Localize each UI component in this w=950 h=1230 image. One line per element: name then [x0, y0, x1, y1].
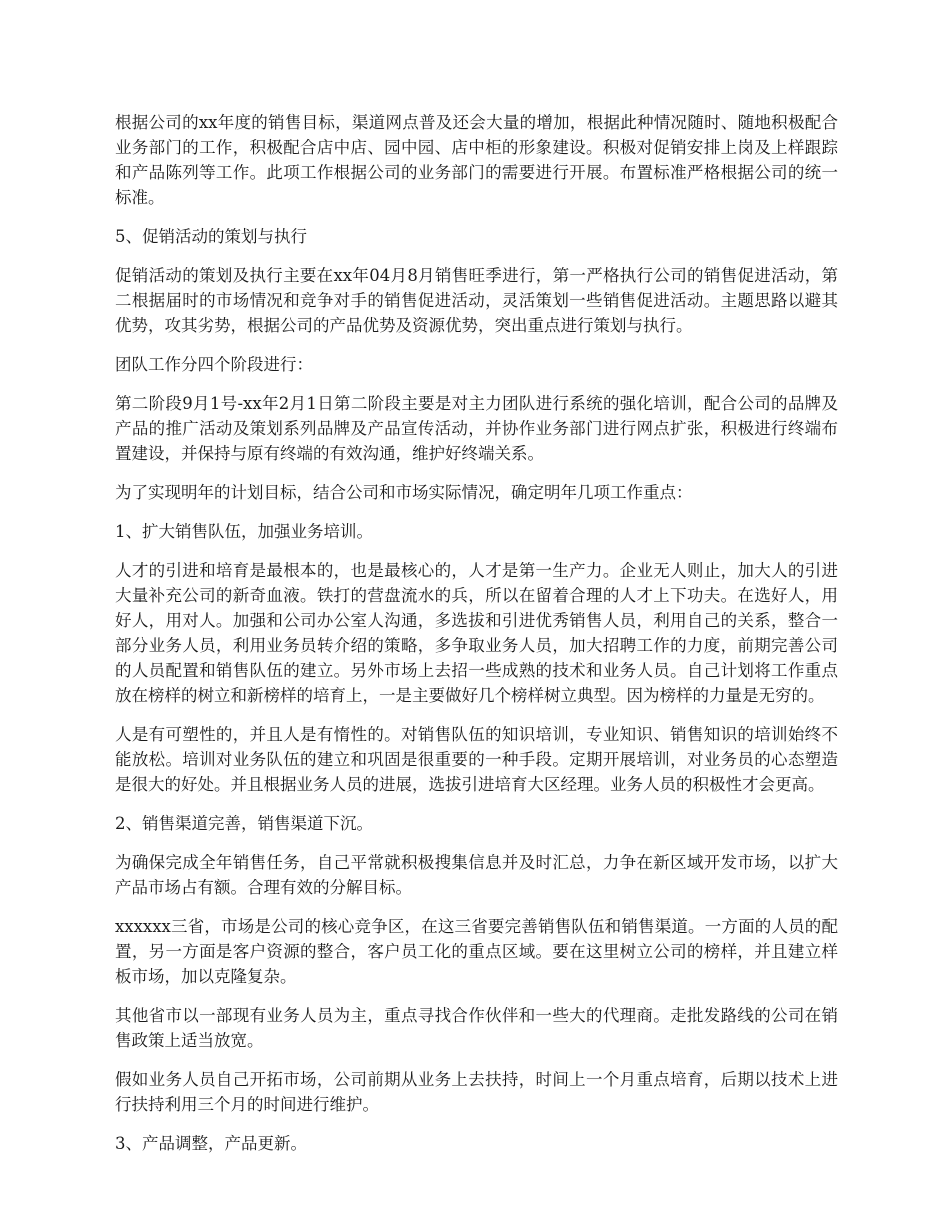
heading-promotion-planning: 5、促销活动的策划与执行 [115, 227, 307, 246]
heading-team-stages: 团队工作分四个阶段进行： [115, 355, 313, 374]
paragraph-talent-recruitment: 人才的引进和培育是最根本的，也是最核心的，人才是第一生产力。企业无人则止，加大人的引进大量补充公司的新奇血液。铁打的营盘流水的兵，所以在留着合理的人才上下功夫。在选好人，用好人，用对人。加强和公司办公室人沟通，多选拔和引进优秀销售人员，利用自己的关系，整合一部分业务人员，利用业务员转介绍的策略，多争取业务人员，加大招聘工作的力度，前期完善公司的人员配置和销售队伍的建立。另外市场上去招一些成熟的技术和业务人员。自己计划将工作重点放在榜样的树立和新榜样的培育上，一是主要做好几个榜样树立典型。因为榜样的力量是无穷的。 [115, 561, 838, 705]
paragraph-self-developed-market: 假如业务人员自己开拓市场，公司前期从业务上去扶持，时间上一个月重点培育，后期以技术上进行扶持利用三个月的时间进行维护。 [115, 1070, 838, 1114]
paragraph-other-provinces: 其他省市以一部现有业务人员为主，重点寻找合作伙伴和一些大的代理商。走批发路线的公司在销售政策上适当放宽。 [115, 1006, 838, 1050]
heading-product-adjustment: 3、产品调整，产品更新。 [115, 1134, 307, 1153]
paragraph-stage-two: 第二阶段9月1号-xx年2月1日第二阶段主要是对主力团队进行系统的强化培训，配合公司的品牌及产品的推广活动及策划系列品牌及产品宣传活动，并协作业务部门进行网点扩张，积极进行终端布置建设，并保持与原有终端的有效沟通，维护好终端关系。 [115, 394, 838, 463]
paragraph-annual-target: 根据公司的xx年度的销售目标，渠道网点普及还会大量的增加，根据此种情况随时、随地积极配合业务部门的工作，积极配合店中店、园中园、店中柜的形象建设。积极对促销安排上岗及上样跟踪和产品陈列等工作。此项工作根据公司的业务部门的需要进行开展。布置标准严格根据公司的统一标准。 [115, 113, 838, 207]
heading-expand-sales-team: 1、扩大销售队伍，加强业务培训。 [115, 522, 373, 541]
paragraph-promotion-execution: 促销活动的策划及执行主要在xx年04月8月销售旺季进行，第一严格执行公司的销售促进活动，第二根据届时的市场情况和竞争对手的销售促进活动，灵活策划一些销售促进活动。主题思路以避其优势，攻其劣势，根据公司的产品优势及资源优势，突出重点进行策划与执行。 [115, 266, 838, 335]
heading-work-priorities: 为了实现明年的计划目标，结合公司和市场实际情况，确定明年几项工作重点： [115, 483, 693, 502]
heading-sales-channels: 2、销售渠道完善，销售渠道下沉。 [115, 814, 373, 833]
paragraph-training: 人是有可塑性的，并且人是有惰性的。对销售队伍的知识培训，专业知识、销售知识的培训始终不能放松。培训对业务队伍的建立和巩固是很重要的一种手段。定期开展培训，对业务员的心态塑造是很大的好处。并且根据业务人员的进展，选拔引进培育大区经理。业务人员的积极性才会更高。 [115, 725, 838, 794]
paragraph-core-provinces: xxxxxx三省，市场是公司的核心竞争区，在这三省要完善销售队伍和销售渠道。一方面的人员的配置，另一方面是客户资源的整合，客户员工化的重点区域。要在这里树立公司的榜样，并且建立样板市场，加以克隆复杂。 [115, 917, 838, 986]
paragraph-market-expansion: 为确保完成全年销售任务，自己平常就积极搜集信息并及时汇总，力争在新区域开发市场，以扩大产品市场占有额。合理有效的分解目标。 [115, 853, 838, 897]
